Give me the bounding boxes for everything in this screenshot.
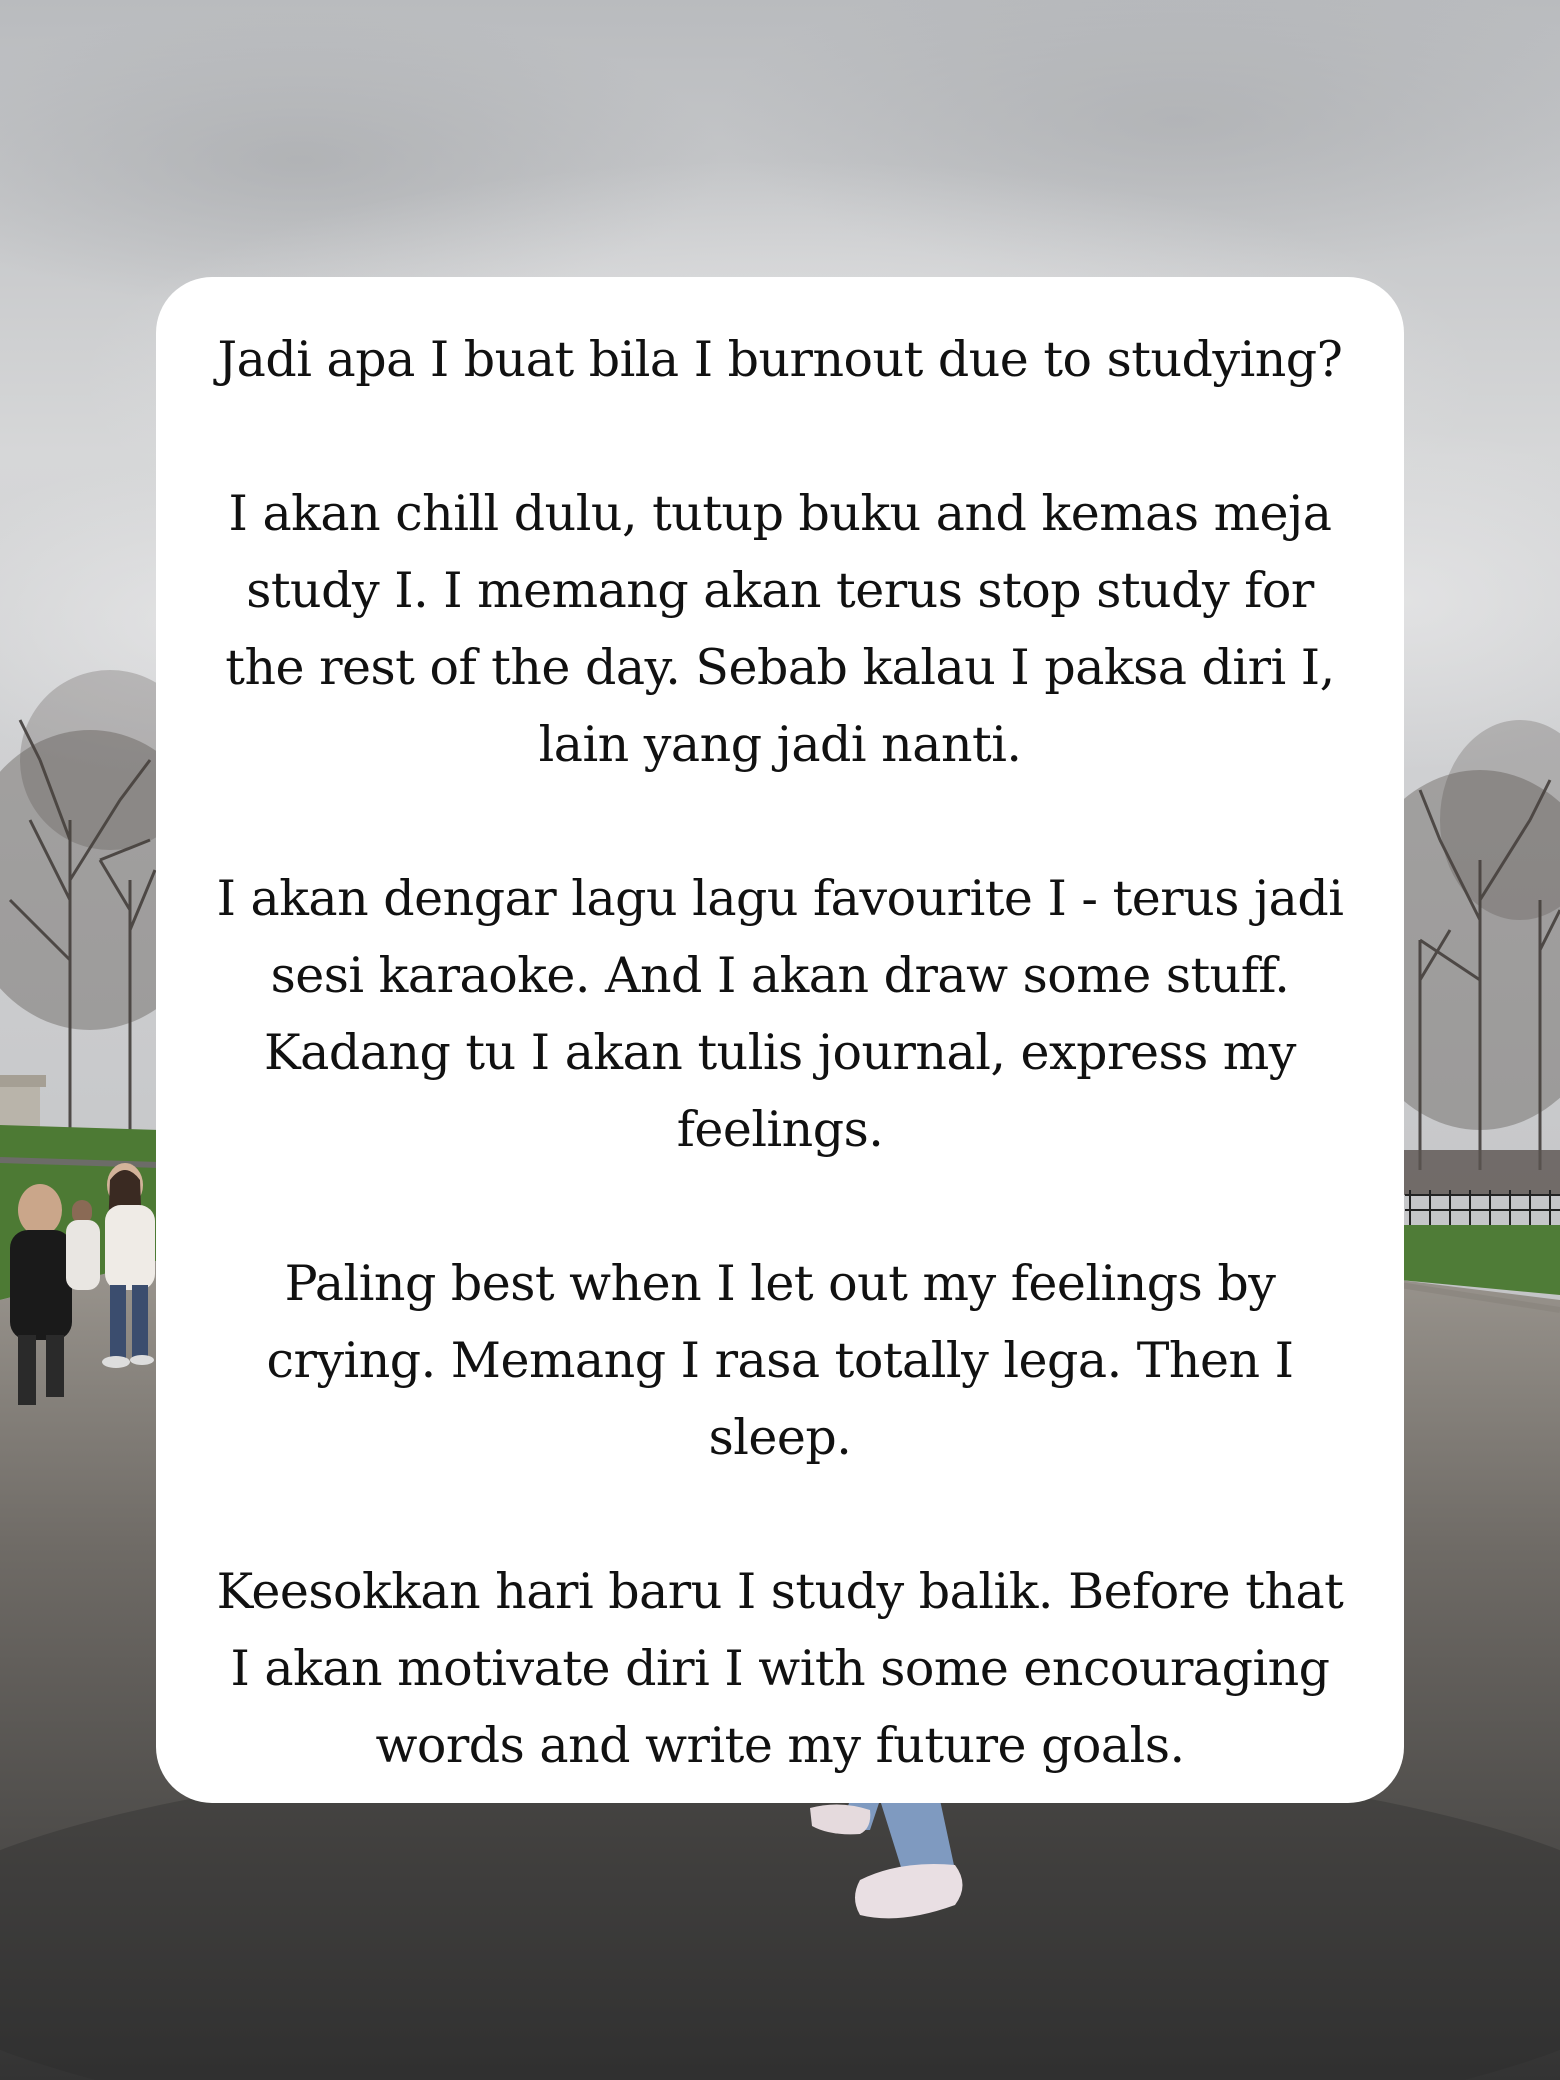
text-card [156, 277, 1404, 1803]
heading-question: Jadi apa I buat bila I burnout due to studying? [217, 331, 1343, 388]
paragraph-next-day: Keesokkan hari baru I study balik. Before that I akan motivate diri I with some encouraging words and write my future goals. [216, 1563, 1344, 1774]
paragraph-chill: I akan chill dulu, tutup buku and kemas meja study I. I memang akan terus stop study for the rest of the day. Sebab kalau I paksa diri I, lain yang jadi nanti. [225, 485, 1335, 773]
paragraph-crying: Paling best when I let out my feelings by crying. Memang I rasa totally lega. Then I sleep. [266, 1255, 1294, 1466]
paragraph-music: I akan dengar lagu lagu favourite I - terus jadi sesi karaoke. And I akan draw some stuff. Kadang tu I akan tulis journal, express my feelings. [216, 870, 1344, 1158]
